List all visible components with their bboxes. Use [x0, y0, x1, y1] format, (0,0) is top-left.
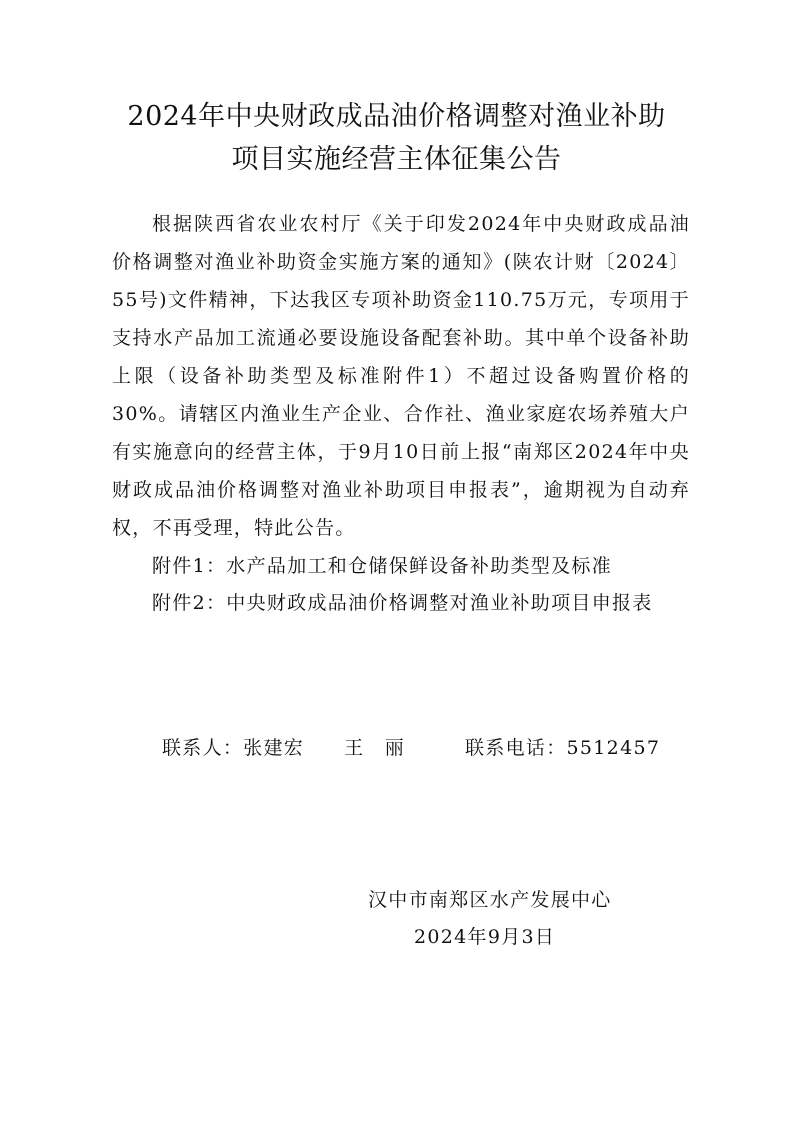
document-title-line-2: 项目实施经营主体征集公告	[231, 144, 562, 175]
contact-line	[162, 732, 660, 764]
contact-person-1: 联系人：张建宏	[162, 737, 305, 759]
document-title-line-1: 2024年中央财政成品油价格调整对渔业补助	[127, 101, 666, 132]
attachment-1: 附件1：水产品加工和仓储保鲜设备补助类型及标准	[152, 555, 612, 577]
announcement-body: 根据陕西省农业农村厅《关于印发2024年中央财政成品油价格调整对渔业补助资金实施方案的通知》(陕农计财〔2024〕55号)文件精神，下达我区专项补助资金110.75万元，专项用于支持水产品加工流通必要设施设备配套补助。其中单个设备补助上限（设备补助类型及标准附件1）不超过设备购置价格的30%。请辖区内渔业生产企业、合作社、渔业家庭农场养殖大户有实施意向的经营主体，于9月10日前上报“南郑区2024年中央财政成品油价格调整对渔业补助项目申报表”，逾期视为自动弃权，不再受理，特此公告。	[112, 213, 690, 539]
issue-date: 2024年9月3日	[414, 926, 556, 948]
contact-phone: 联系电话：5512457	[465, 737, 661, 759]
attachment-2: 附件2：中央财政成品油价格调整对渔业补助项目申报表	[152, 592, 653, 614]
issuing-organization: 汉中市南郑区水产发展中心	[368, 889, 612, 911]
contact-person-2: 王 丽	[344, 737, 406, 759]
